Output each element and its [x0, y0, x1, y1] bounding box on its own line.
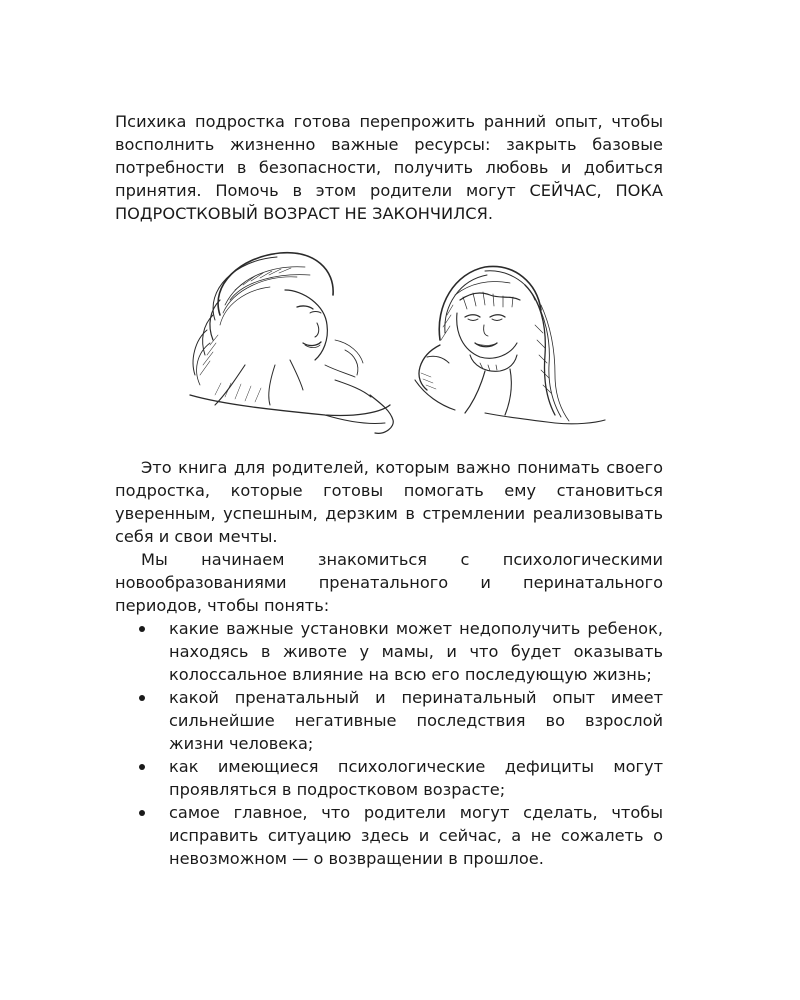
two-women-sketch-illustration — [185, 245, 610, 440]
list-item: какой пренатальный и перинатальный опыт имеет сильнейшие негативные последствия во взрослой жизни человека; — [115, 686, 663, 755]
bullet-dot-icon — [139, 764, 145, 770]
intro-paragraph: Психика подростка готова перепрожить ранний опыт, чтобы восполнить жизненно важные ресурсы: закрыть базовые потребности в безопасности, получить любовь и добиться принятия. Помочь в этом родители могут СЕЙЧАС, ПОКА ПОДРОСТКОВЫЙ ВОЗРАСТ НЕ ЗАКОНЧИЛСЯ. — [115, 112, 663, 223]
bullet-dot-icon — [139, 626, 145, 632]
left-woman-figure — [190, 253, 393, 434]
body-paragraph-1: Это книга для родителей, которым важно понимать своего подростка, которые готовы помогать ему становиться уверенным, успешным, дерзким в стремлении реализовывать себя и свои мечты. — [115, 458, 663, 546]
list-item: самое главное, что родители могут сделать, чтобы исправить ситуацию здесь и сейчас, а не сожалеть о невозможном — о возвращении в прошлое. — [115, 801, 663, 870]
right-woman-figure — [415, 266, 605, 423]
list-item: как имеющиеся психологические дефициты могут проявляться в подростковом возрасте; — [115, 755, 663, 801]
body-section — [115, 456, 663, 870]
bullet-dot-icon — [139, 695, 145, 701]
bullet-list — [115, 617, 663, 870]
bullet-dot-icon — [139, 810, 145, 816]
list-item: какие важные установки может недополучить ребенок, находясь в животе у мамы, и что будет оказывать колоссальное влияние на всю его последующую жизнь; — [115, 617, 663, 686]
body-paragraph-2: Мы начинаем знакомиться с психологическими новообразованиями пренатального и перинатального периодов, чтобы понять: — [115, 550, 663, 615]
intro-section — [115, 110, 663, 225]
